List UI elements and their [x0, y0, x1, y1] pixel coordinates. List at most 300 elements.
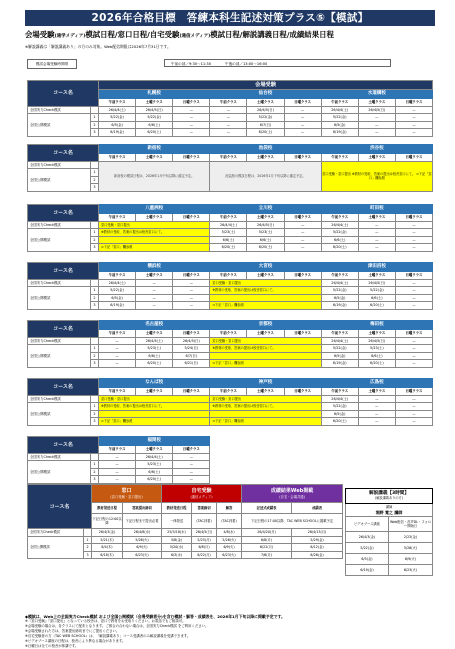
row-number	[91, 453, 99, 461]
empty-cell	[395, 461, 432, 469]
empty-cell	[321, 437, 432, 446]
class-label-pm: 土曜クラス	[358, 154, 395, 162]
web-col-1: 成績表	[292, 503, 343, 514]
date-cell: 6/19(金)	[321, 129, 358, 137]
class-label-am: 午前クラス	[321, 272, 358, 280]
date-cell: —	[99, 476, 136, 484]
window-notice: 窓口受験・窓口提出	[210, 395, 321, 403]
schedule-block	[27, 378, 432, 426]
school-name: 横浜校	[99, 263, 210, 272]
schedule-table	[27, 80, 433, 137]
date-cell: 6/6(土)	[358, 352, 395, 360]
class-label-sun: 日曜クラス	[284, 388, 321, 396]
date-cell: —	[173, 461, 210, 469]
date-cell: —	[210, 114, 247, 122]
row-number: 2	[91, 352, 99, 360]
subtitle-home-rest: 模試日程/解説講義日程/成績結果日程	[210, 30, 334, 39]
date-cell: 6/20(土)	[210, 244, 247, 252]
row-label: 全国実力Check模試	[28, 337, 91, 345]
date-cell: 6/19(金)	[99, 302, 136, 310]
web-result: 26/4/13(月)	[292, 529, 343, 537]
web-written-result: 6/8(月)	[242, 536, 292, 544]
window-notice: ⇒下記「窓口」欄参照	[210, 418, 321, 426]
web-written-result: 6/22(月)	[242, 544, 292, 552]
date-cell: 6/20(土)	[247, 129, 284, 137]
class-label-pm: 土曜クラス	[136, 99, 173, 107]
web-result: 6/12(金)	[292, 544, 343, 552]
home-ship-date: 5/20(水)	[162, 544, 192, 552]
school-name: 渋谷校	[321, 145, 432, 154]
table-row	[28, 279, 433, 287]
class-label-am: 午前クラス	[321, 388, 358, 396]
date-cell: —	[173, 294, 210, 302]
lecture-booth-date: 6/5(金)	[346, 554, 389, 565]
home-deadline: 5/25(月)	[192, 536, 217, 544]
window-notice: ⇒下記「窓口」欄参照	[99, 418, 210, 426]
lecture-row	[346, 554, 433, 565]
empty-cell	[358, 476, 395, 484]
table-row	[28, 106, 433, 114]
web-section	[242, 485, 343, 503]
course-label: コース名	[28, 145, 99, 162]
subtitle-venue: 会場受験	[25, 30, 55, 39]
window-ship-date: 6/4(木)	[92, 544, 123, 552]
row-number: 2	[84, 544, 92, 552]
school-name: 新宿校	[99, 145, 210, 154]
table-row	[28, 114, 433, 122]
row-label: 全国公開模試	[28, 169, 91, 192]
row-number: 3	[91, 476, 99, 484]
venue-header: 会場受験	[99, 81, 433, 90]
date-cell: —	[395, 345, 432, 353]
time-bar	[164, 59, 391, 67]
table-row	[28, 461, 433, 469]
lecture-row	[346, 532, 433, 543]
date-cell: —	[395, 337, 432, 345]
date-cell: —	[173, 114, 210, 122]
row-label: 全国公開模試	[28, 536, 84, 559]
date-cell: 26/4/5(日)	[358, 106, 395, 114]
date-cell: 5/22(金)	[358, 287, 395, 295]
class-label-am: 午前クラス	[321, 154, 358, 162]
date-cell: —	[210, 121, 247, 129]
date-cell: —	[173, 468, 210, 476]
school-name: 八重洲校	[99, 205, 210, 214]
date-cell: —	[284, 129, 321, 137]
lecture-row	[346, 543, 433, 554]
web-subtitle: (自宅・会場共通)	[279, 494, 305, 499]
date-cell: 6/20(土)	[136, 129, 173, 137]
footer-bold: ◆模試は、Web上の全国実力Check模試 および全国公開模試（会場受験者分)を含む模試・解答・成績表を、2026年1月下旬以降に掲載予定です。	[25, 614, 285, 619]
lecturer-label: 講師	[385, 505, 393, 509]
lecture-booth-date: 26/4/3(金)	[346, 532, 389, 543]
date-cell: 6/5(金)	[99, 294, 136, 302]
class-label-sun: 日曜クラス	[173, 272, 210, 280]
class-label-pm: 土曜クラス	[247, 330, 284, 338]
course-label: コース名	[28, 321, 99, 338]
merged-notice: 新宿校の模試日程は、2026年1月中旬以降に確定予定。	[99, 161, 210, 191]
footer-line: ※自宅受験者の方（TAC WEB SCHOOL）は、「解説講義あり」コース受講者のみ解説講義を受講できます。	[25, 634, 191, 638]
empty-cell	[358, 446, 395, 454]
window-section	[92, 485, 162, 503]
date-cell: —	[99, 461, 136, 469]
school-name: なんば校	[99, 379, 210, 388]
empty-cell	[358, 468, 395, 476]
school-name: 水道橋校	[321, 90, 432, 99]
row-number: 2	[91, 121, 99, 129]
date-cell: 26/4/4(土)	[321, 395, 358, 403]
row-number: 2	[91, 294, 99, 302]
class-label-sun: 日曜クラス	[395, 388, 432, 396]
row-number: 1	[91, 461, 99, 469]
date-cell: 5/22(金)	[321, 114, 358, 122]
class-label-sun: 日曜クラス	[284, 272, 321, 280]
footer-line: ※日曜日は全ての校舎が休講です。	[25, 644, 79, 648]
empty-cell	[321, 461, 358, 469]
date-cell: 26/4/4(土)	[99, 106, 136, 114]
date-cell: 6/6(土)	[321, 236, 358, 244]
date-cell: 6/20(土)	[358, 360, 395, 368]
class-label-sun: 日曜クラス	[395, 154, 432, 162]
home-sub-1: (TAC到着)	[192, 514, 217, 529]
date-cell: —	[395, 418, 432, 426]
date-cell: 5/22(金)	[321, 345, 358, 353]
date-cell: —	[395, 114, 432, 122]
schedule-block	[27, 436, 432, 484]
row-label: 全国実力Check模試	[28, 106, 91, 114]
class-label-sun: 日曜クラス	[173, 446, 210, 454]
row-number	[91, 161, 99, 169]
row-number: 1	[84, 536, 92, 544]
table-row	[28, 229, 433, 237]
class-label-sun: 日曜クラス	[284, 99, 321, 107]
empty-cell	[284, 446, 321, 454]
date-cell: —	[136, 279, 173, 287]
date-cell: —	[358, 418, 395, 426]
table-row	[28, 453, 433, 461]
date-cell: —	[99, 337, 136, 345]
date-cell: 26/4/4(土)	[99, 279, 136, 287]
home-ship-date: 25/3/18(水)	[162, 529, 192, 537]
date-cell: 6/20(土)	[321, 244, 358, 252]
schedule-block	[27, 204, 432, 252]
bottom-schedule	[27, 484, 432, 610]
lecture-web-date: 2/23(金)	[389, 532, 433, 543]
row-label: 全国公開模試	[28, 403, 91, 426]
empty-cell	[395, 453, 432, 461]
row-number	[91, 221, 99, 229]
date-cell: 5/23(土)	[210, 229, 247, 237]
empty-cell	[358, 461, 395, 469]
date-cell: 5/23(土)	[247, 229, 284, 237]
class-label-sun: 日曜クラス	[284, 214, 321, 222]
row-number: 3	[91, 302, 99, 310]
class-label-pm: 土曜クラス	[247, 99, 284, 107]
school-name: 仙台校	[210, 90, 321, 99]
date-cell: 26/4/4(土)	[136, 453, 173, 461]
date-cell: 5/23(土)	[358, 345, 395, 353]
course-label: コース名	[28, 379, 99, 396]
empty-cell	[284, 461, 321, 469]
school-name: 神戸校	[210, 379, 321, 388]
class-label-am: 午前クラス	[210, 330, 247, 338]
web-result: 5/29(金)	[292, 536, 343, 544]
row-number: 2	[91, 236, 99, 244]
empty-cell	[247, 446, 284, 454]
window-col-0: 教材発送日程	[92, 503, 123, 514]
date-cell: —	[395, 244, 432, 252]
row-number: 1	[91, 169, 99, 177]
date-cell: —	[395, 403, 432, 411]
date-cell: 5/22(金)	[321, 229, 358, 237]
date-cell: —	[395, 229, 432, 237]
date-cell: 6/19(金)	[321, 360, 358, 368]
subtitle-venue-rest: 模試日程/窓口日程/	[85, 30, 150, 39]
date-cell: —	[358, 395, 395, 403]
lecture-booth-date: 6/19(金)	[346, 565, 389, 576]
date-cell: —	[395, 221, 432, 229]
row-label: 全国公開模試	[28, 345, 91, 368]
web-sub-0: 下記日程の17:00以降、TAC WEB SCHOOLに掲載予定	[242, 514, 343, 529]
bottom-rows	[28, 529, 343, 559]
row-label: 全国実力Check模試	[28, 161, 91, 169]
date-cell: —	[173, 453, 210, 461]
class-label-am: 午前クラス	[99, 154, 136, 162]
row-label: 全国実力Check模試	[28, 221, 91, 229]
window-deadline: 6/23(火)	[123, 551, 162, 559]
date-cell: 5/22(金)	[136, 114, 173, 122]
schedule-table	[27, 320, 433, 368]
schedule-table	[27, 262, 433, 310]
school-name: 広島校	[321, 379, 432, 388]
class-label-sun: 日曜クラス	[173, 214, 210, 222]
subtitle-home-small: (通信メディア)	[179, 34, 211, 39]
row-number: 3	[84, 551, 92, 559]
home-answer: 4/8(水)	[217, 529, 242, 537]
school-name: 札幌校	[99, 90, 210, 99]
merged-notice: 窓口受験・窓口提出 ※教材の受取、答案の提出は校舎窓口にて。 ⇒下記「窓口」欄参照	[321, 161, 432, 191]
schedule-block	[27, 80, 432, 137]
date-cell: 26/4/4(土)	[210, 221, 247, 229]
empty-cell	[321, 476, 358, 484]
date-cell: 6/19(金)	[99, 129, 136, 137]
date-cell: —	[395, 236, 432, 244]
bottom-course-label: コース名	[28, 485, 92, 529]
school-name: 福岡校	[99, 437, 210, 446]
lecture-web-date: 6/9(火)	[389, 554, 433, 565]
schedule-table	[27, 436, 433, 484]
time-pm: 午後の部／13:00〜16:00	[225, 62, 268, 66]
date-cell: 6/20(土)	[136, 360, 173, 368]
date-cell: 26/4/5(日)	[173, 337, 210, 345]
table-row	[28, 403, 433, 411]
date-cell: —	[136, 302, 173, 310]
date-cell: —	[395, 360, 432, 368]
footer-line: ※会場受験の場合は、各クラスにて配布となります。ご都合の合わない場合は、全国実力Check模試 をご利用ください。	[25, 624, 209, 628]
row-number: 2	[91, 468, 99, 476]
window-notice	[210, 410, 321, 418]
date-cell: —	[210, 129, 247, 137]
window-notice: ※教材の受取、答案の提出は校舎窓口にて。	[99, 229, 210, 237]
empty-cell	[210, 446, 247, 454]
class-label-sun: 日曜クラス	[173, 154, 210, 162]
web-written-result: 7/6(月)	[242, 551, 292, 559]
lecture-row	[346, 565, 433, 576]
class-label-sun: 日曜クラス	[395, 214, 432, 222]
date-cell: —	[173, 287, 210, 295]
window-notice: ⇒下記「窓口」欄参照	[210, 360, 321, 368]
row-label: 全国公開模試	[28, 461, 91, 484]
schedule-table	[27, 378, 433, 426]
window-notice	[210, 294, 321, 302]
subtitle-venue-small: (通学メディア)	[54, 34, 86, 39]
date-cell: —	[395, 302, 432, 310]
date-cell: 6/6(土)	[210, 236, 247, 244]
date-cell: —	[395, 287, 432, 295]
date-cell: 5/22(金)	[247, 114, 284, 122]
class-label-am: 午前クラス	[99, 330, 136, 338]
course-label: コース名	[28, 263, 99, 280]
empty-cell	[284, 453, 321, 461]
row-label: 全国公開模試	[28, 287, 91, 310]
window-deadline: 26/4/8(水)	[123, 529, 162, 537]
lecture-col-1: Web配信・音声DL・フォロー開始日	[389, 517, 433, 532]
date-cell: —	[173, 106, 210, 114]
row-label: 全国実力Check模試	[28, 529, 84, 537]
date-cell: 5/23(土)	[136, 345, 173, 353]
home-deadline: 26/4/5(日)	[192, 529, 217, 537]
date-cell: —	[284, 114, 321, 122]
date-cell: —	[358, 221, 395, 229]
schedule-block	[27, 262, 432, 310]
date-cell: —	[395, 106, 432, 114]
date-cell: —	[358, 229, 395, 237]
date-cell: —	[358, 403, 395, 411]
empty-cell	[395, 446, 432, 454]
date-cell: —	[395, 395, 432, 403]
date-cell: —	[173, 279, 210, 287]
bottom-row	[28, 529, 343, 537]
date-cell: —	[395, 121, 432, 129]
date-cell: —	[284, 236, 321, 244]
class-label-pm: 土曜クラス	[247, 214, 284, 222]
home-subtitle: (通信メディア)	[190, 494, 213, 499]
row-number	[84, 529, 92, 537]
home-ship-date: 6/3(水)	[162, 551, 192, 559]
row-number	[91, 337, 99, 345]
row-label: 全国実力Check模試	[28, 453, 91, 461]
row-number: 1	[91, 287, 99, 295]
row-number: 1	[91, 403, 99, 411]
merged-notice: 池袋校の模試日程は、2026年1月下旬以降に確定予定。	[210, 161, 321, 191]
class-label-am: 午前クラス	[99, 99, 136, 107]
class-label-am: 午前クラス	[321, 214, 358, 222]
date-cell: 6/5(金)	[321, 410, 358, 418]
date-cell: —	[99, 345, 136, 353]
class-label-sun: 日曜クラス	[395, 99, 432, 107]
table-row	[28, 345, 433, 353]
date-cell: 6/19(金)	[321, 302, 358, 310]
row-number	[91, 279, 99, 287]
home-title: 自宅受験	[191, 487, 212, 494]
lecture-col-0: ビデオブース講座	[346, 517, 389, 532]
row-number	[91, 106, 99, 114]
lecture-panel	[345, 488, 432, 576]
date-cell: —	[136, 287, 173, 295]
web-written-result: 26/4/20(月)	[242, 529, 292, 537]
date-cell: 26/4/4(土)	[136, 337, 173, 345]
lecture-web-date: 6/23(火)	[389, 565, 433, 576]
class-label-pm: 土曜クラス	[358, 330, 395, 338]
empty-cell	[210, 461, 247, 469]
lecture-booth-date: 5/22(金)	[346, 543, 389, 554]
date-cell: —	[99, 360, 136, 368]
home-deadline: 6/22(月)	[192, 551, 217, 559]
date-cell: 26/4/4(土)	[321, 221, 358, 229]
empty-cell	[321, 446, 358, 454]
course-label: コース名	[28, 205, 99, 222]
window-ship-date: 26/4/3(金)	[92, 529, 123, 537]
date-cell: 26/4/4(土)	[321, 337, 358, 345]
table-row	[28, 221, 433, 229]
date-cell: 26/4/4(土)	[321, 279, 358, 287]
window-col-1: 答案提出締切	[123, 503, 162, 514]
table-row	[28, 161, 433, 169]
subtitle	[25, 29, 445, 42]
class-label-sun: 日曜クラス	[395, 272, 432, 280]
window-notice: 窓口受験・窓口提出	[210, 337, 321, 345]
class-label-pm: 土曜クラス	[136, 446, 173, 454]
date-cell: 6/20(土)	[247, 244, 284, 252]
bottom-row	[28, 536, 343, 544]
class-label-sun: 日曜クラス	[284, 330, 321, 338]
lecture-title: 解説講義【3時間】	[369, 491, 409, 496]
school-name: 大宮校	[210, 263, 321, 272]
class-label-pm: 土曜クラス	[247, 272, 284, 280]
home-answer: 6/9(火)	[217, 544, 242, 552]
lecturer-cell	[346, 504, 433, 517]
empty-cell	[210, 453, 247, 461]
school-name: 池袋校	[210, 145, 321, 154]
window-notice: 窓口受験・窓口提出	[210, 279, 321, 287]
date-cell: 6/5(金)	[321, 352, 358, 360]
row-number: 3	[91, 360, 99, 368]
lecture-web-date: 5/26(火)	[389, 543, 433, 554]
empty-cell	[210, 437, 321, 446]
empty-cell	[395, 468, 432, 476]
empty-cell	[247, 461, 284, 469]
date-cell: —	[173, 129, 210, 137]
class-label-pm: 土曜クラス	[358, 388, 395, 396]
class-label-sun: 日曜クラス	[173, 388, 210, 396]
date-cell: 5/22(金)	[321, 287, 358, 295]
date-cell: —	[173, 121, 210, 129]
date-cell: 6/6(土)	[136, 121, 173, 129]
date-cell: —	[395, 352, 432, 360]
date-cell: 6/7(日)	[247, 121, 284, 129]
window-notice: ⇒下記「窓口」欄参照	[210, 302, 321, 310]
class-label-sun: 日曜クラス	[173, 330, 210, 338]
date-cell: —	[395, 294, 432, 302]
window-ship-date: 6/18(木)	[92, 551, 123, 559]
date-cell: 6/20(土)	[136, 476, 173, 484]
empty-cell	[210, 476, 247, 484]
class-label-sun: 日曜クラス	[284, 154, 321, 162]
class-label-pm: 土曜クラス	[358, 214, 395, 222]
date-cell: 5/22(金)	[99, 287, 136, 295]
footer-line: ※ビデオブース講座の日程は、校舎により異なる場合があります。	[25, 639, 126, 643]
date-cell: 26/4/4(土)	[321, 106, 358, 114]
